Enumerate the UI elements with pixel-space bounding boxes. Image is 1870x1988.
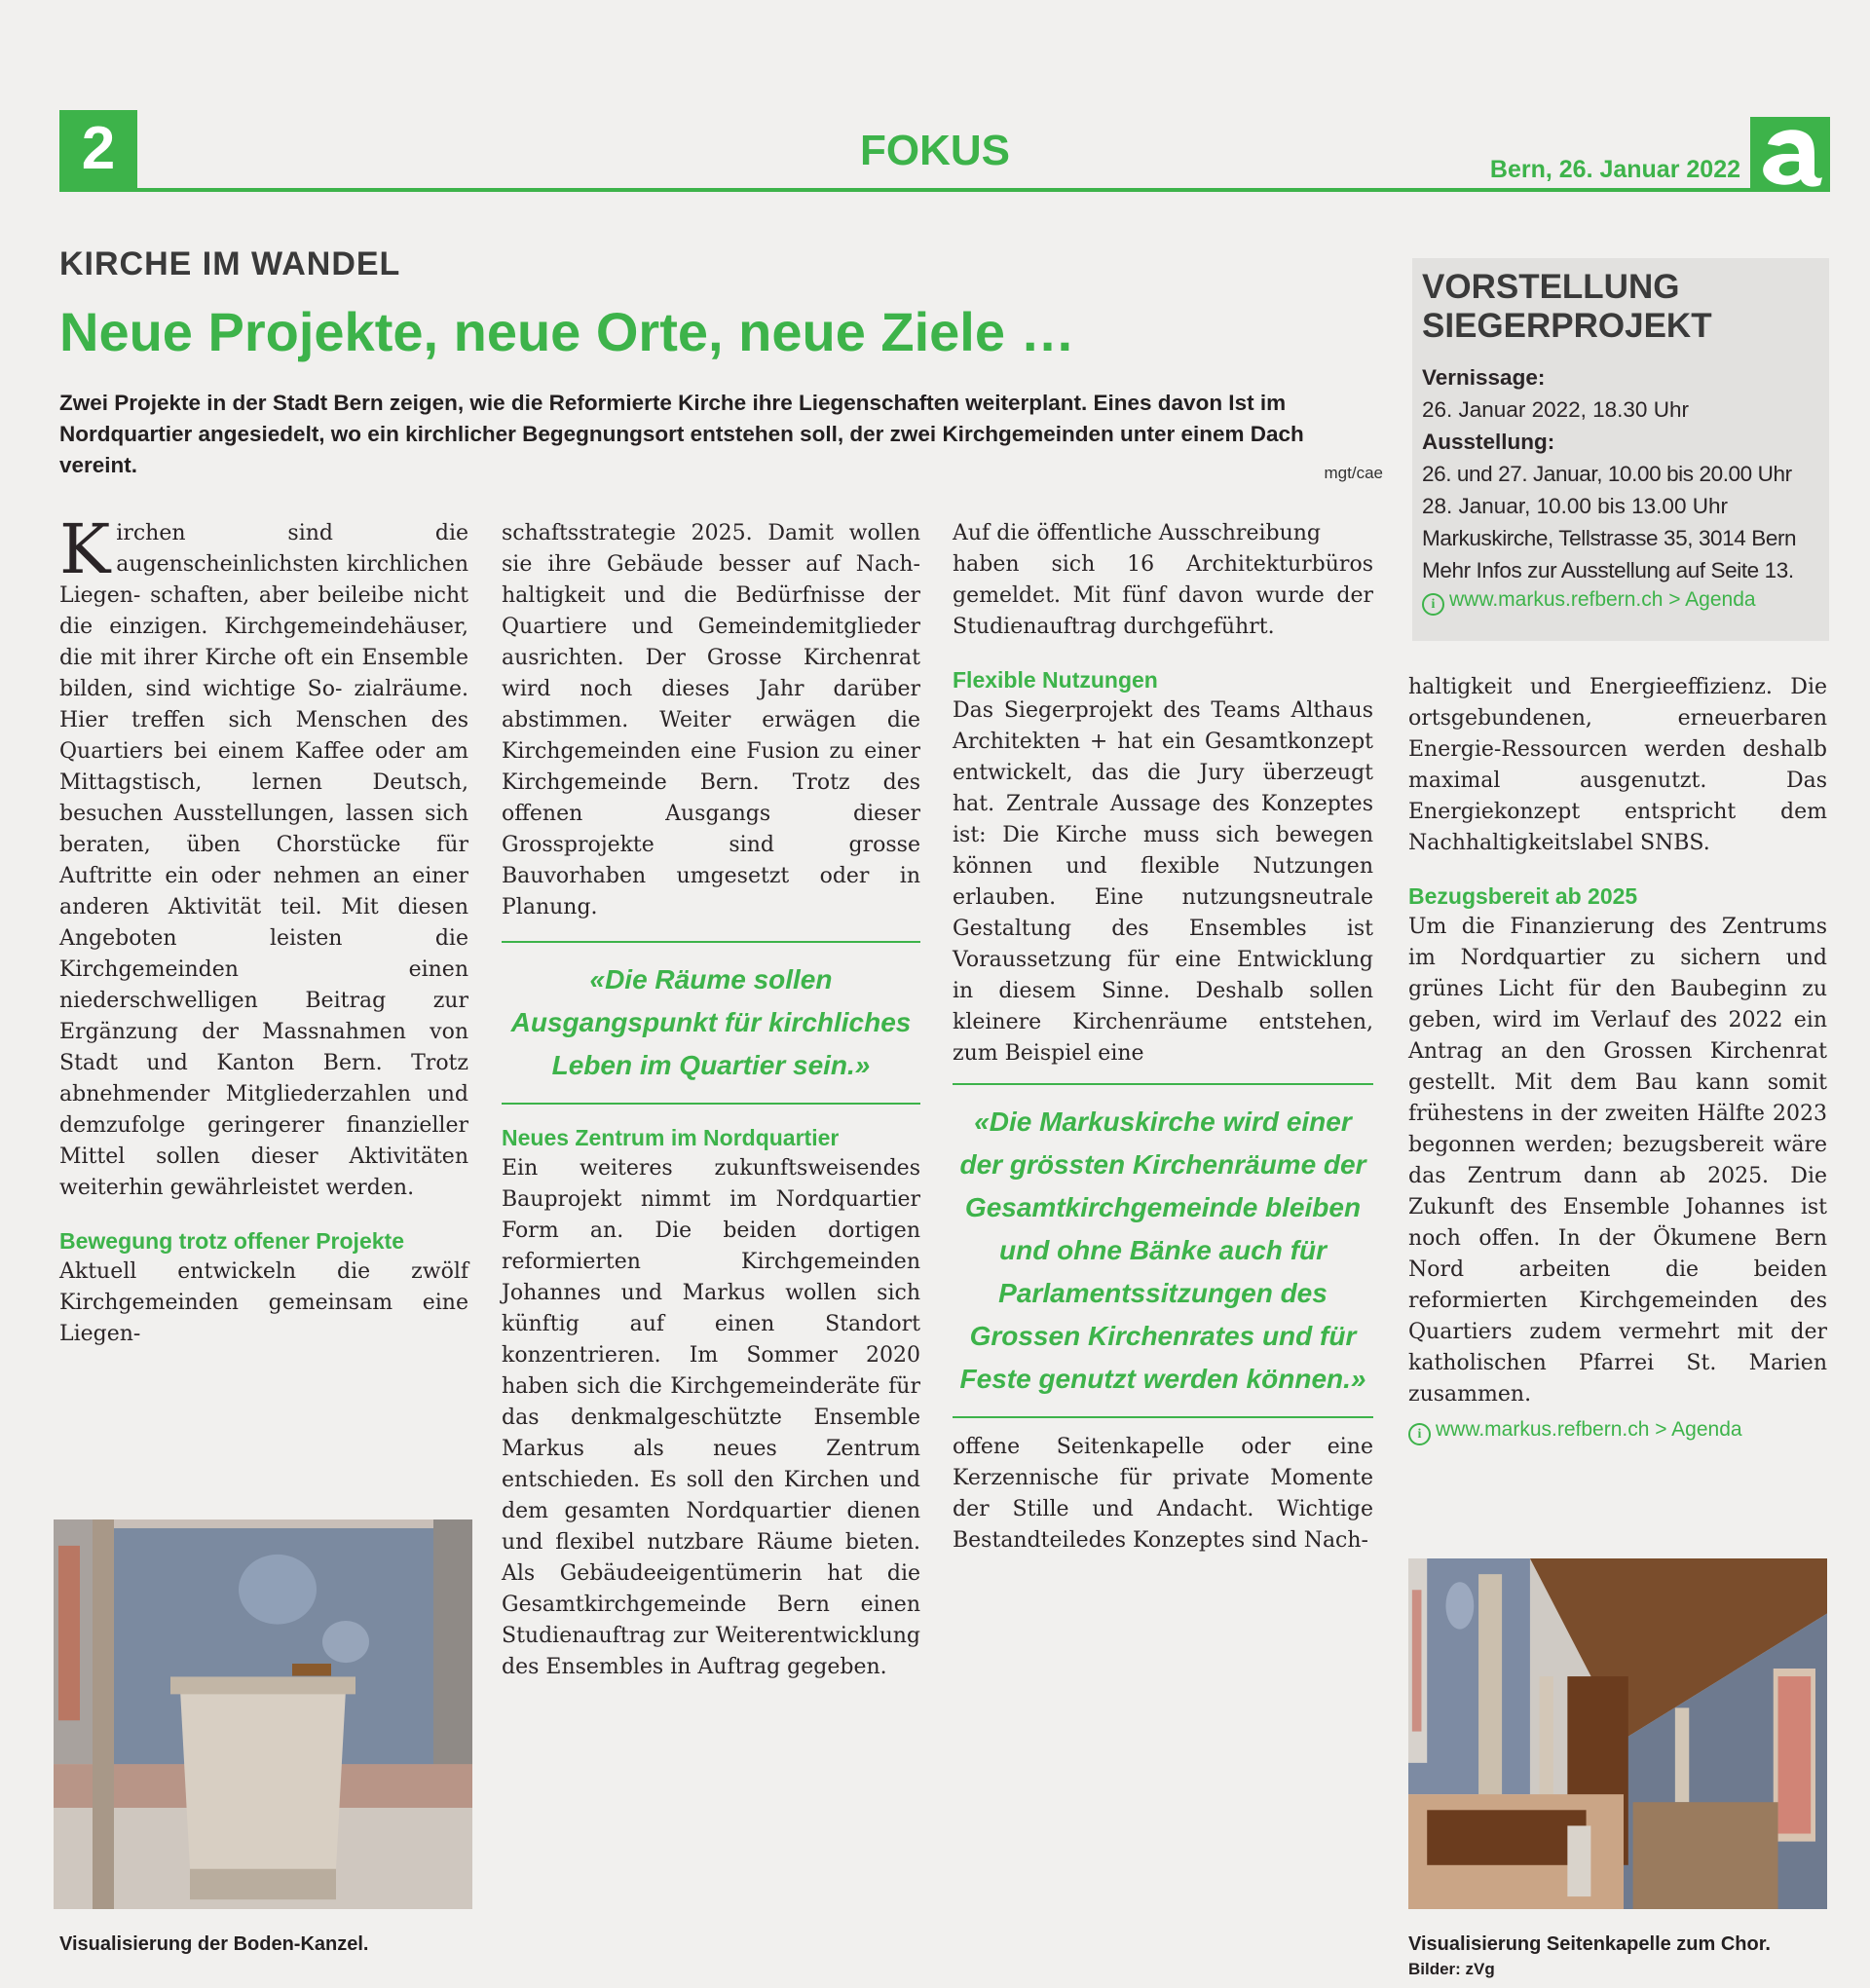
info-icon: i (1408, 1423, 1431, 1445)
ausstellung-label: Ausstellung: (1422, 430, 1555, 454)
subhead-neues-zentrum: Neues Zentrum im Nordquartier (502, 1125, 840, 1150)
photo-seitenkapelle (1408, 1558, 1827, 1909)
caption-right: Visualisierung Seitenkapelle zum Chor. (1408, 1933, 1771, 1955)
column-2: schaftsstrategie 2025. Damit wollen sie ihre Gebäude besser auf Nach- haltigkeit und die Bedürfnisse der Quartiere und Gemeindemitglieder ausrichten. Der Grosse Kirchenrat wird noch dieses Jahr darüber abstimmen. Weiter erwägen die Kirchgemeinden eine Fusion zu einer Kirchgemeinde Bern. Trotz des offenen Ausgangs dieser Grossprojekte sind grosse Bauvorhaben umgesetzt oder in Planung. «Die Räume sollen Ausgangspunkt für kirchliches Leben im Quartier sein.» Neues Zentrum im Nordquartier Ein weiteres zukunftsweisendes Bauprojekt nimmt im Nordquartier Form an. Die beiden dortigen reformierten Kirchgemeinden Johannes und Markus wollen sich künftig auf einen Standort konzentrieren. Im Sommer 2020 haben sich die Kirchgemeinderäte für das denkmalgeschützte Ensemble Markus als neues Zentrum entschieden. Es soll den Kirchen und dem gesamten Nordquartier dienen und flexibel nutzbare Räume bieten. Als Gebäudeeigentümerin hat die Gesamtkirchgemeinde Bern einen Studienauftrag zur Weiterentwicklung des Ensembles in Auftrag gegeben. (502, 518, 920, 1683)
info-box-title: VORSTELLUNG SIEGERPROJEKT (1422, 268, 1712, 345)
header-rule (59, 188, 1830, 192)
byline: mgt/cae (1324, 464, 1383, 482)
column-2-tail: Auf die öffentliche Ausschreibung (953, 521, 1322, 545)
photo-credit: Bilder: zVg (1408, 1960, 1495, 1978)
article-headline: Neue Projekte, neue Orte, neue Ziele … (59, 301, 1075, 362)
publication-logo (1750, 117, 1830, 192)
chapel-visualization-image (1408, 1558, 1827, 1909)
more-info: Mehr Infos zur Ausstellung auf Seite 13. (1422, 558, 1794, 582)
pulpit-visualization-image (54, 1519, 472, 1909)
page-number: 2 (59, 110, 137, 188)
pull-quote-2: «Die Markuskirche wird einer der grössten Kirchenräume der Gesamtkirchgemeinde bleiben und ohne Bänke auch für Parlamentssitzungen des Grossen Kirchenrates und für Feste genutzt werden können.» (953, 1083, 1373, 1418)
logo-a-icon (1750, 117, 1830, 192)
pull-quote-1: «Die Räume sollen Ausgangspunkt für kirchliches Leben im Quartier sein.» (502, 941, 920, 1105)
column-1: Kirchen sind die augenscheinlichsten kirchlichen Liegen- schaften, aber beileibe nicht die einzigen. Kirchgemeindehäuser, die mit ihrer Kirche oft ein Ensemble bilden, sind wichtige So- zialräume. Hier treffen sich Menschen des Quartiers bei einem Kaffee oder am Mittagstisch, lernen Deutsch, besuchen Ausstellungen, lassen sich beraten, üben Chorstücke für Auftritte ein oder nehmen an einer anderen Aktivität teil. Mit diesen Angeboten leisten die Kirchgemeinden einen niederschwelligen Beitrag zur Ergänzung der Massnahmen von Stadt und Kanton Bern. Trotz abnehmender Mitgliederzahlen und demzufolge geringerer finanzieller Mittel sollen dieser Aktivitäten weiterhin gewährleistet werden. Bewegung trotz offener Projekte Aktuell entwickeln die zwölf Kirchgemeinden gemeinsam eine Liegen- (59, 518, 468, 1350)
photo-boden-kanzel (54, 1519, 472, 1909)
drop-cap: K (59, 509, 111, 589)
subhead-bezugsbereit: Bezugsbereit ab 2025 (1408, 883, 1638, 909)
section-title: FOKUS (860, 127, 1010, 174)
info-icon: i (1422, 593, 1444, 616)
column-2-body: Ein weiteres zukunftsweisendes Bauprojekt nimmt im Nordquartier Form an. Die beiden dortigen reformierten Kirchgemeinden Johannes und Markus wollen sich künftig auf einen Standort konzentrieren. Im Sommer 2020 haben sich die Kirchgemeinderäte für das denkmalgeschützte Ensemble Markus als neues Zentrum entschieden. Es soll den Kirchen und dem gesamten Nordquartier dienen und flexibel nutzbare Räume bieten. Als Gebäudeeigentümerin hat die Gesamtkirchgemeinde Bern einen Studienauftrag zur Weiterentwicklung des Ensembles in Auftrag gegeben. (502, 1156, 920, 1679)
info-box (1412, 258, 1829, 641)
column-4: haltigkeit und Energieeffizienz. Die ortsgebundenen, erneuerbaren Energie-Ressourcen werden deshalb maximal ausgenutzt. Das Energiekonzept entspricht dem Nachhaltigkeitslabel SNBS. Bezugsbereit ab 2025 Um die Finanzierung des Zentrums im Nordquartier zu sichern und grünes Licht für den Baubeginn zu geben, wird im Verlauf des 2022 ein Antrag an den Grossen Kirchenrat gestellt. Mit dem Bau kann somit frühestens in der zweiten Hälfte 2023 begonnen werden; bezugsbereit wäre das Zentrum dann ab 2025. Die Zukunft des Ensemble Johannes ist noch offen. In der Ökumene Bern Nord arbeiten die beiden reformierten Kirchgemeinden des Quartiers zudem vermehrt mit der katholischen Pfarrei St. Marien zusammen. i www.markus.refbern.ch > Agenda (1408, 672, 1827, 1445)
caption-left: Visualisierung der Boden-Kanzel. (59, 1933, 369, 1955)
column-3-tail: offene Seitenkapelle oder eine Kerzennische für private Momente der Stille und Andacht. Wichtige Bestandteiledes Konzeptes sind Nach- (953, 1435, 1373, 1553)
column-3: Auf die öffentliche Ausschreibung haben sich 16 Architekturbüros gemeldet. Mit fünf davon wurde der Studienauftrag durchgeführt. Flexible Nutzungen Das Siegerprojekt des Teams Althaus Architekten + hat ein Gesamtkonzept entwickelt, das die Jury überzeugt hat. Zentrale Aussage des Konzeptes ist: Die Kirche muss sich bewegen können und flexible Nutzungen erlauben. Eine nutzungsneutrale Gestaltung des Ensembles ist Voraussetzung für eine Entwicklung in diesem Sinne. Deshalb sollen kleinere Kirchenräume entstehen, zum Beispiel eine «Die Markuskirche wird einer der grössten Kirchenräume der Gesamtkirchgemeinde bleiben und ohne Bänke auch für Parlamentssitzungen des Grossen Kirchenrates und für Feste genutzt werden können.» offene Seitenkapelle oder eine Kerzennische für private Momente der Stille und Andacht. Wichtige Bestandteiledes Konzeptes sind Nach- (953, 518, 1373, 1557)
article-lead: Zwei Projekte in der Stadt Bern zeigen, wie die Reformierte Kirche ihre Liegenschaften weiterplant. Eines davon Ist im Nordquartier angesiedelt, wo ein kirchlicher Begegnungsort entstehen soll, der zwei Kirchgemeinden unter einem Dach vereint. (59, 391, 1304, 477)
vernissage-label: Vernissage: (1422, 365, 1546, 390)
ausstellung-line-2: 28. Januar, 10.00 bis 13.00 Uhr (1422, 494, 1728, 518)
subhead-flexible-nutzungen: Flexible Nutzungen (953, 667, 1158, 693)
vernissage-value: 26. Januar 2022, 18.30 Uhr (1422, 397, 1689, 422)
article-kicker: KIRCHE IM WANDEL (59, 245, 401, 282)
address: Markuskirche, Tellstrasse 35, 3014 Bern (1422, 526, 1797, 550)
dateline: Bern, 26. Januar 2022 (1489, 156, 1740, 183)
column-1-tail: Aktuell entwickeln die zwölf Kirchgemeinden gemeinsam eine Liegen- (59, 1259, 468, 1346)
ausstellung-line-1: 26. und 27. Januar, 10.00 bis 20.00 Uhr (1422, 462, 1792, 486)
info-box-link[interactable]: i www.markus.refbern.ch > Agenda (1422, 586, 1825, 616)
info-box-details (1422, 361, 1825, 616)
subhead-bewegung: Bewegung trotz offener Projekte (59, 1228, 404, 1254)
column-4-link[interactable]: i www.markus.refbern.ch > Agenda (1408, 1416, 1827, 1445)
